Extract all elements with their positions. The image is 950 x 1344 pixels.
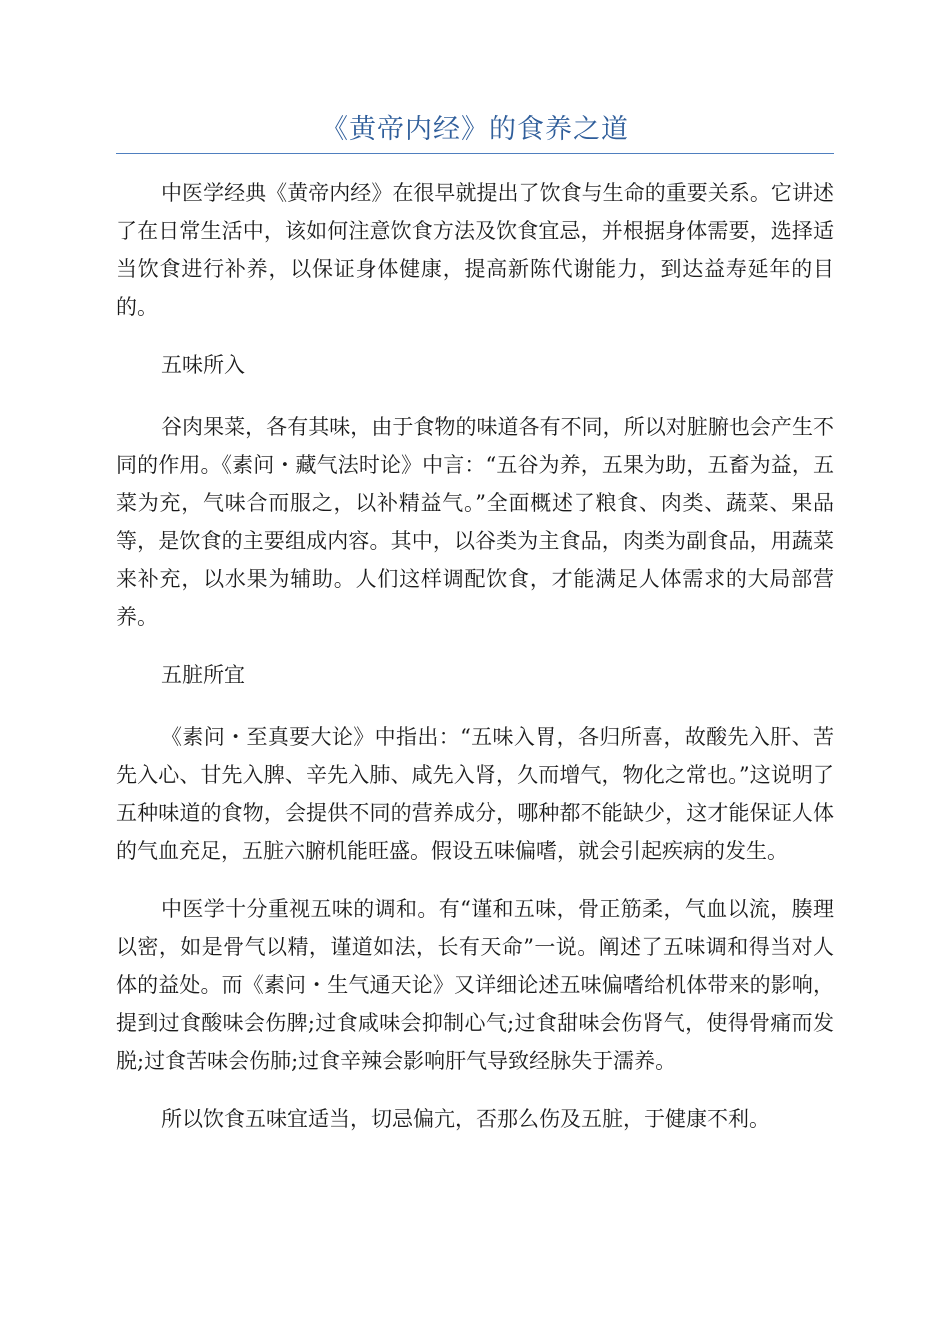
- paragraph-wuwei-tiaohe: 中医学十分重视五味的调和。有“谨和五味，骨正筋柔，气血以流，腠理以密，如是骨气以精，谨道如法，长有天命”一说。阐述了五味调和得当对人体的益处。而《素问・生气通天论》又详细论述五味偏嗜给机体带来的影响，提到过食酸味会伤脾;过食咸味会抑制心气;过食甜味会伤肾气，使得骨痛而发脱;过食苦味会伤肺;过食辛辣会影响肝气导致经脉失于濡养。: [116, 897, 834, 1073]
- paragraph-intro: 中医学经典《黄帝内经》在很早就提出了饮食与生命的重要关系。它讲述了在日常生活中，该如何注意饮食方法及饮食宜忌，并根据身体需要，选择适当饮食进行补养，以保证身体健康，提高新陈代谢能力，到达益寿延年的目的。: [116, 181, 834, 319]
- section-heading-wuwei-suoru: 五味所入: [161, 353, 245, 377]
- document-body: [116, 174, 834, 1158]
- paragraph-wuzang-suoyi: 《素问・至真要大论》中指出：“五味入胃，各归所喜，故酸先入肝、苦先入心、甘先入脾、辛先入肺、咸先入肾，久而增气，物化之常也。”这说明了五种味道的食物，会提供不同的营养成分，哪种都不能缺少，这才能保证人体的气血充足，五脏六腑机能旺盛。假设五味偏嗜，就会引起疾病的发生。: [116, 725, 834, 863]
- section-heading-wuzang-suoyi: 五脏所宜: [161, 663, 245, 687]
- paragraph-wuwei-suoru: 谷肉果菜，各有其味，由于食物的味道各有不同，所以对脏腑也会产生不同的作用。《素问・藏气法时论》中言：“五谷为养，五果为助，五畜为益，五菜为充，气味合而服之，以补精益气。”全面概述了粮食、肉类、蔬菜、果品等，是饮食的主要组成内容。其中，以谷类为主食品，肉类为副食品，用蔬菜来补充，以水果为辅助。人们这样调配饮食，才能满足人体需求的大局部营养。: [116, 415, 834, 629]
- title-underline: [116, 153, 834, 154]
- paragraph-conclusion: 所以饮食五味宜适当，切忌偏亢，否那么伤及五脏，于健康不利。: [161, 1107, 770, 1131]
- document-title: 《黄帝内经》的食养之道: [321, 114, 629, 145]
